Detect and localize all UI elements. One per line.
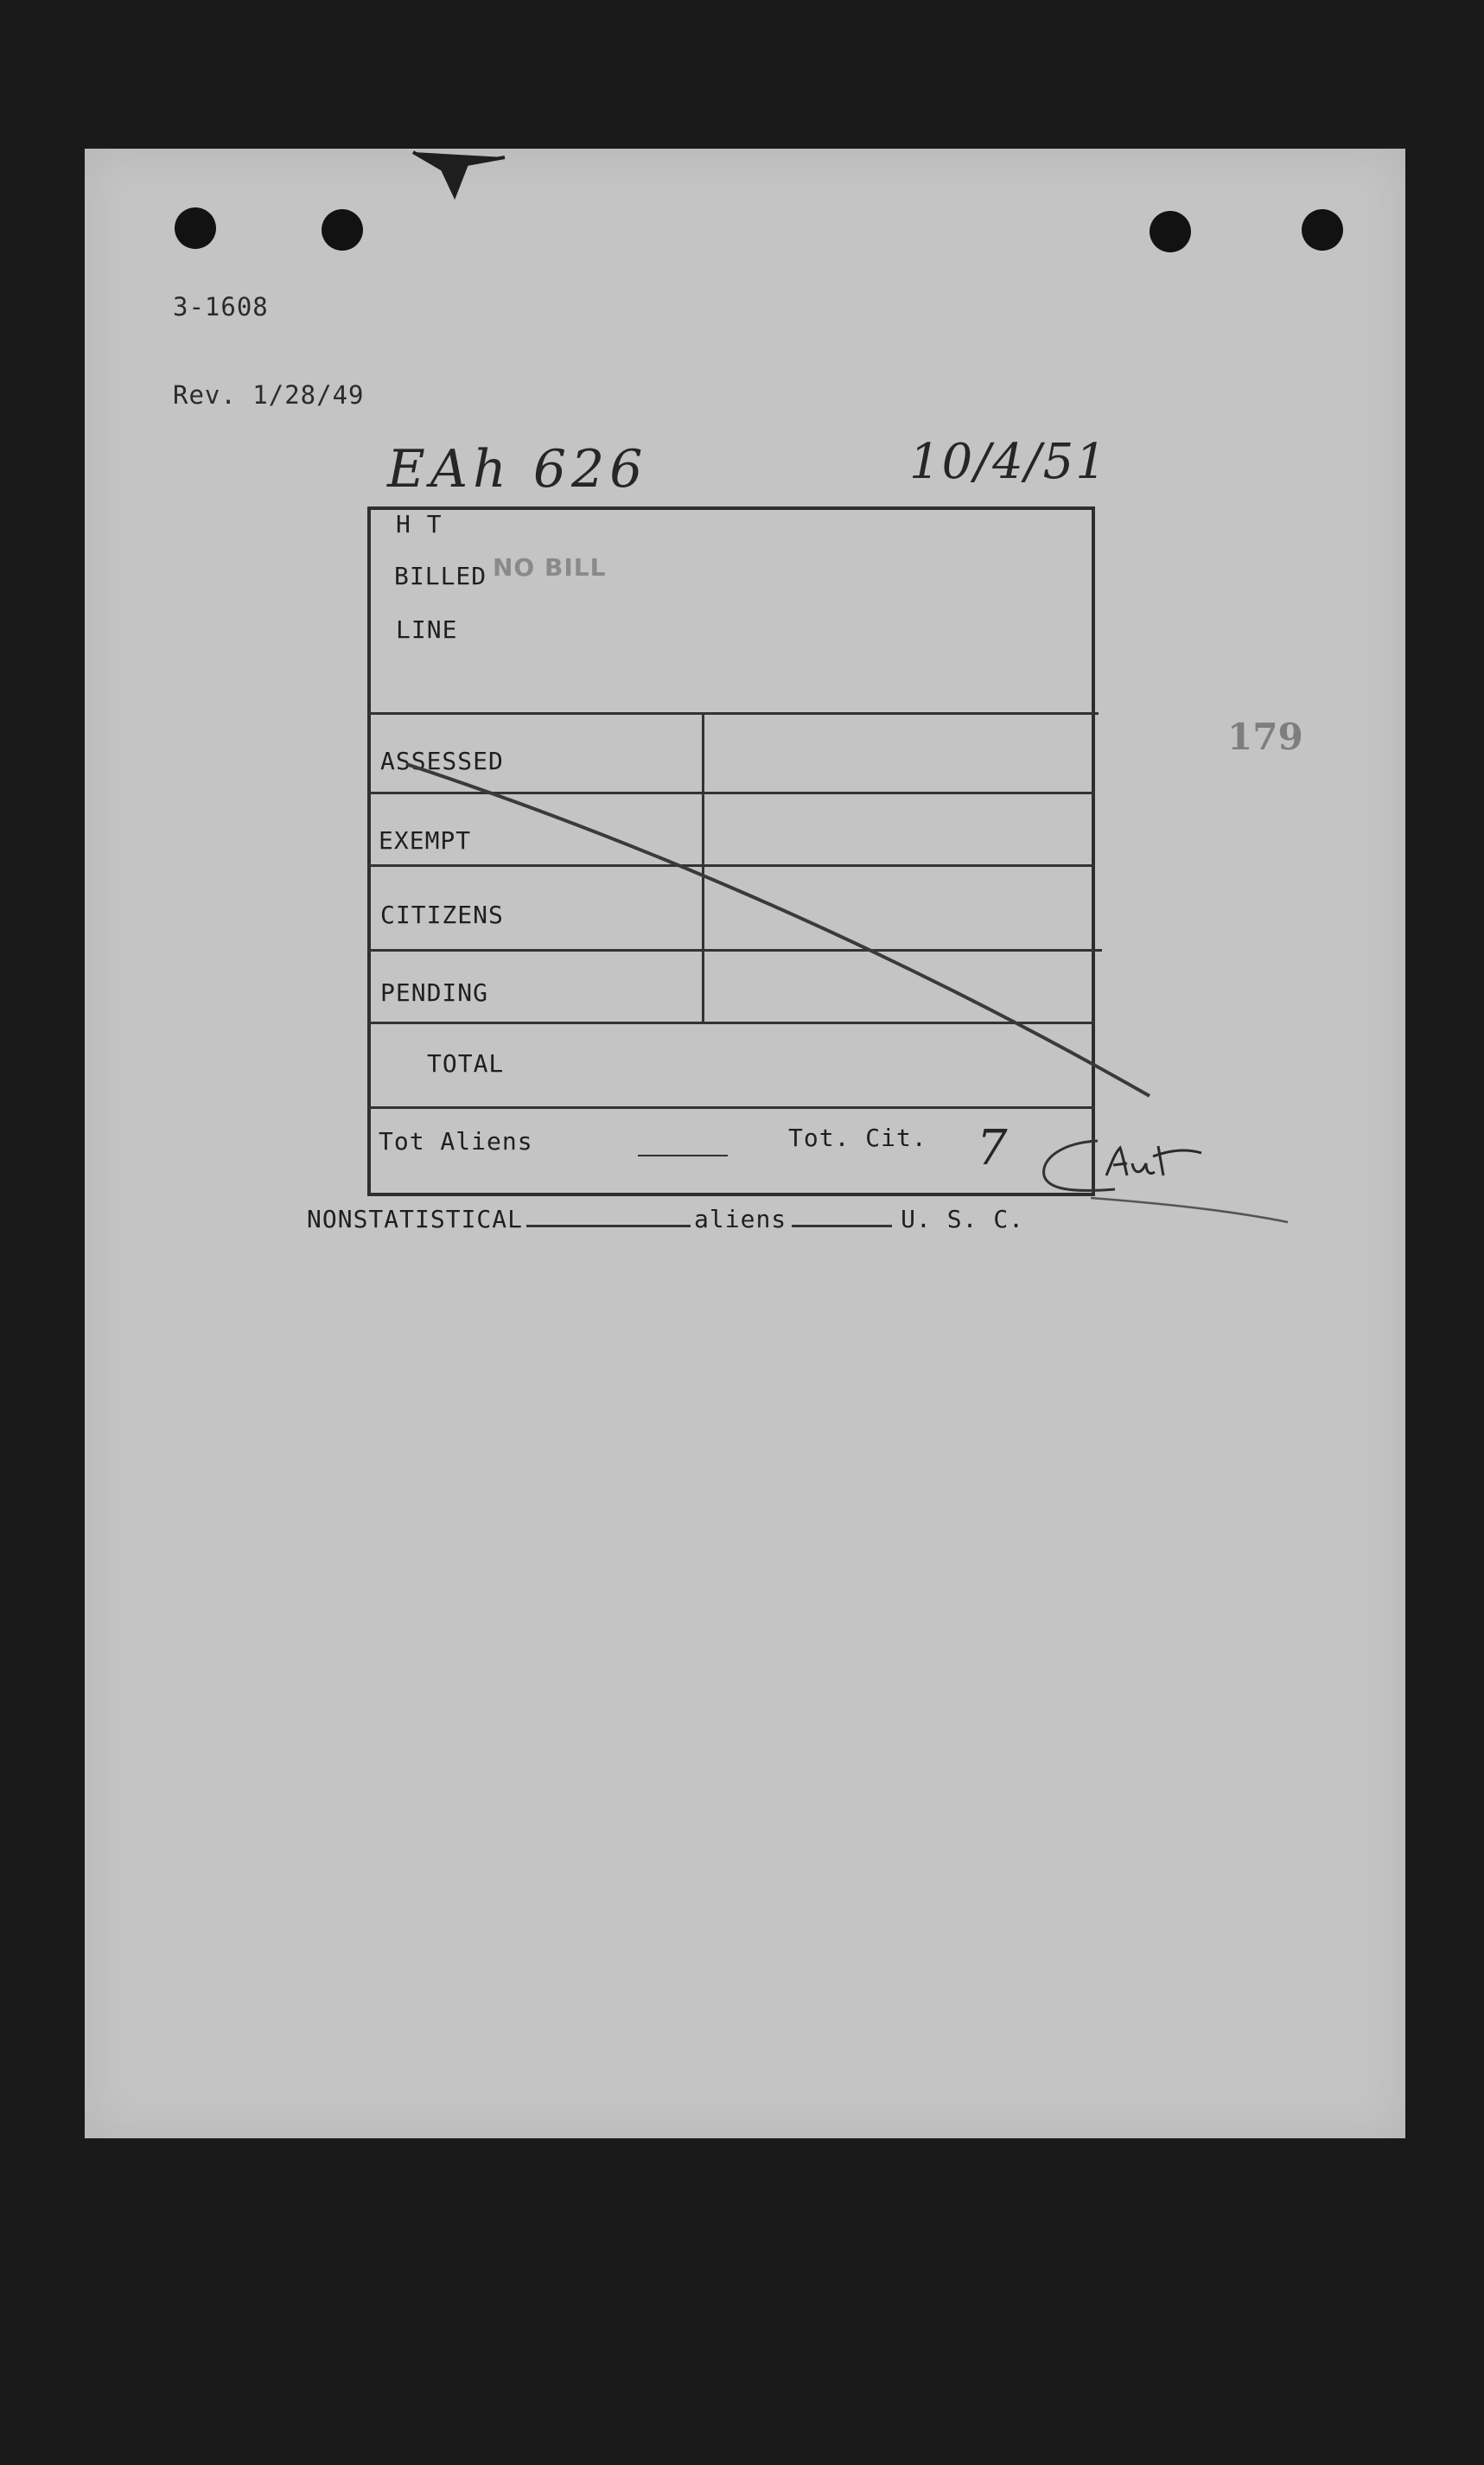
label-ht: H T	[396, 510, 443, 538]
label-nonstatistical: NONSTATISTICAL	[307, 1205, 524, 1233]
label-line: LINE	[396, 615, 458, 644]
no-bill-stamp: NO BILL	[493, 553, 607, 582]
initials-swoosh	[1091, 1198, 1288, 1222]
diagonal-strike-line	[406, 764, 1150, 1096]
label-pending: PENDING	[380, 978, 489, 1007]
form-revision: Rev. 1/28/49	[173, 380, 365, 410]
form-id: 3-1608	[173, 292, 269, 322]
handwritten-serial: EAh 626	[387, 439, 648, 500]
paper-tear-mark	[413, 152, 505, 195]
label-citizens: CITIZENS	[380, 901, 504, 929]
label-tot-cit: Tot. Cit.	[788, 1124, 927, 1152]
label-aliens: aliens	[694, 1205, 787, 1233]
label-assessed: ASSESSED	[380, 747, 504, 775]
label-billed: BILLED	[394, 562, 487, 590]
label-usc: U. S. C.	[901, 1205, 1025, 1233]
handwritten-tot-cit-value: 7	[977, 1120, 1008, 1176]
label-exempt: EXEMPT	[379, 826, 472, 855]
label-tot-aliens: Tot Aliens	[379, 1127, 533, 1156]
stamped-page-number: 179	[1227, 716, 1303, 758]
handwritten-date: 10/4/51	[909, 434, 1108, 490]
label-total: TOTAL	[427, 1049, 505, 1078]
